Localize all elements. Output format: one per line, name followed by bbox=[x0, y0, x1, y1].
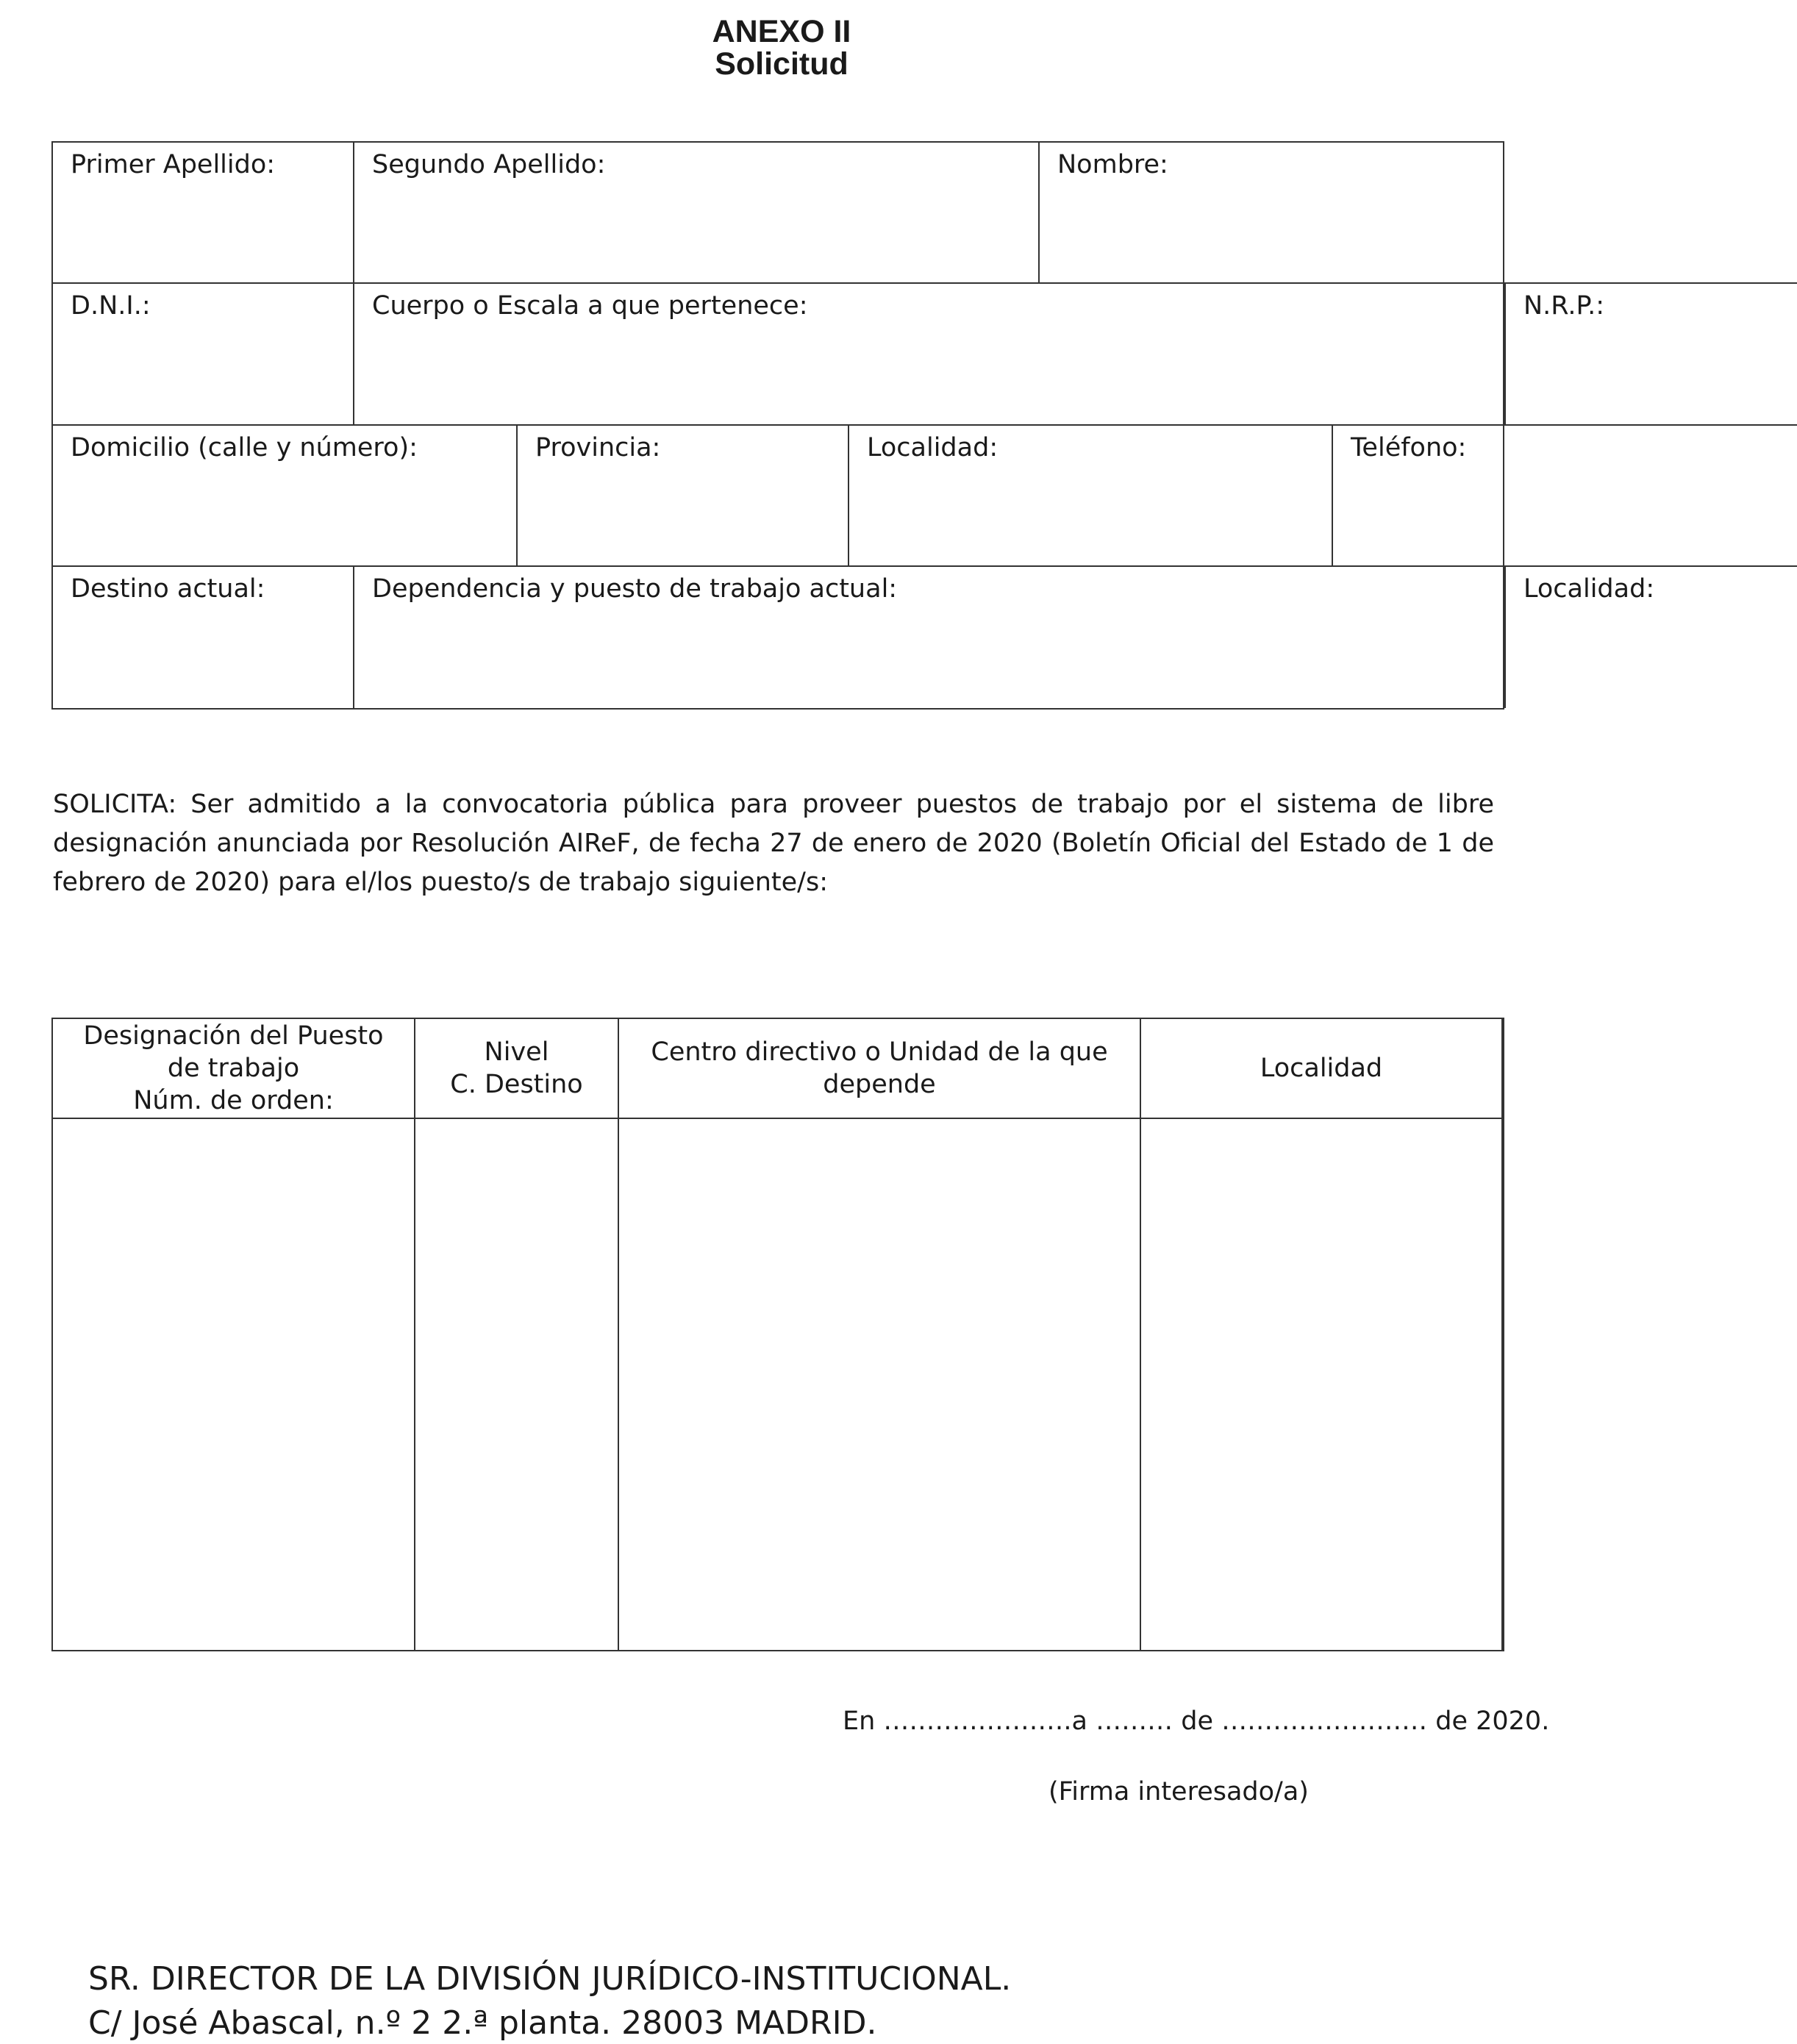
segundo-apellido-field[interactable] bbox=[354, 143, 1040, 284]
segundo-apellido-label: Segundo Apellido: bbox=[372, 150, 606, 179]
header-nivel bbox=[415, 1019, 619, 1119]
solicita-paragraph: SOLICITA: Ser admitido a la convocatoria pública para proveer puestos de trabajo por el sistema de libre designación anunciada por Resolución AIReF, de fecha 27 de enero de 2020 (Boletín Oficial del Estado de 1 de febrero de 2020) para el/los puesto/s de trabajo siguiente/s: bbox=[53, 790, 1494, 897]
destino-actual-field[interactable] bbox=[53, 567, 354, 708]
telefono-label: Teléfono: bbox=[1351, 432, 1467, 462]
cuerpo-escala-field[interactable] bbox=[354, 284, 1506, 425]
nrp-label: N.R.P.: bbox=[1523, 291, 1605, 321]
date-line: En ………………….a ……… de …………………… de 2020. bbox=[843, 1707, 1550, 1736]
localidad-destino-label: Localidad: bbox=[1523, 573, 1655, 604]
header-centro-directivo bbox=[619, 1019, 1141, 1119]
recipient-line: SR. DIRECTOR DE LA DIVISIÓN JURÍDICO-INSTITUCIONAL. bbox=[88, 1960, 1012, 1998]
localidad-column-cell[interactable] bbox=[1141, 1119, 1503, 1650]
cuerpo-escala-label: Cuerpo o Escala a que pertenece: bbox=[372, 291, 808, 321]
nombre-label: Nombre: bbox=[1057, 150, 1168, 179]
domicilio-label: Domicilio (calle y número): bbox=[71, 432, 418, 462]
header-nivel-line1: Nivel bbox=[484, 1037, 549, 1067]
recipient-address: C/ José Abascal, n.º 2 2.ª planta. 28003 MADRID. bbox=[88, 2004, 877, 2042]
dependencia-label: Dependencia y puesto de trabajo actual: bbox=[372, 573, 898, 604]
annex-title: ANEXO II bbox=[712, 14, 851, 49]
header-nivel-line2: C. Destino bbox=[450, 1070, 583, 1099]
signature-label: (Firma interesado/a) bbox=[1048, 1777, 1309, 1807]
dni-field[interactable] bbox=[53, 284, 354, 425]
nivel-column-cell[interactable] bbox=[415, 1119, 619, 1650]
header-centro-line2: depende bbox=[823, 1070, 936, 1099]
primer-apellido-label: Primer Apellido: bbox=[71, 150, 276, 179]
personal-data-form bbox=[51, 141, 1655, 710]
localidad-field[interactable] bbox=[849, 426, 1333, 567]
centro-directivo-column-cell[interactable] bbox=[619, 1119, 1141, 1650]
header-designacion-line3: Núm. de orden: bbox=[133, 1086, 334, 1115]
localidad-label: Localidad: bbox=[867, 432, 998, 462]
designacion-column-cell[interactable] bbox=[53, 1119, 415, 1650]
dni-label: D.N.I.: bbox=[71, 291, 151, 321]
dependencia-field[interactable] bbox=[354, 567, 1506, 708]
provincia-label: Provincia: bbox=[535, 432, 661, 462]
header-localidad-line1: Localidad bbox=[1260, 1054, 1383, 1083]
destino-actual-label: Destino actual: bbox=[71, 573, 265, 604]
header-designacion-line1: Designación del Puesto bbox=[83, 1021, 384, 1051]
puestos-table bbox=[51, 1018, 1504, 1651]
provincia-field[interactable] bbox=[518, 426, 849, 567]
form-subtitle: Solicitud bbox=[715, 46, 849, 82]
localidad-destino-field[interactable] bbox=[1506, 567, 1797, 708]
header-designacion-line2: de trabajo bbox=[167, 1054, 300, 1083]
header-designacion bbox=[53, 1019, 415, 1119]
primer-apellido-field[interactable] bbox=[53, 143, 354, 284]
nombre-field[interactable] bbox=[1040, 143, 1797, 284]
nrp-field[interactable] bbox=[1506, 284, 1797, 425]
domicilio-field[interactable] bbox=[53, 426, 518, 567]
header-localidad bbox=[1141, 1019, 1503, 1119]
telefono-field[interactable] bbox=[1333, 426, 1797, 567]
header-centro-line1: Centro directivo o Unidad de la que bbox=[651, 1037, 1108, 1067]
